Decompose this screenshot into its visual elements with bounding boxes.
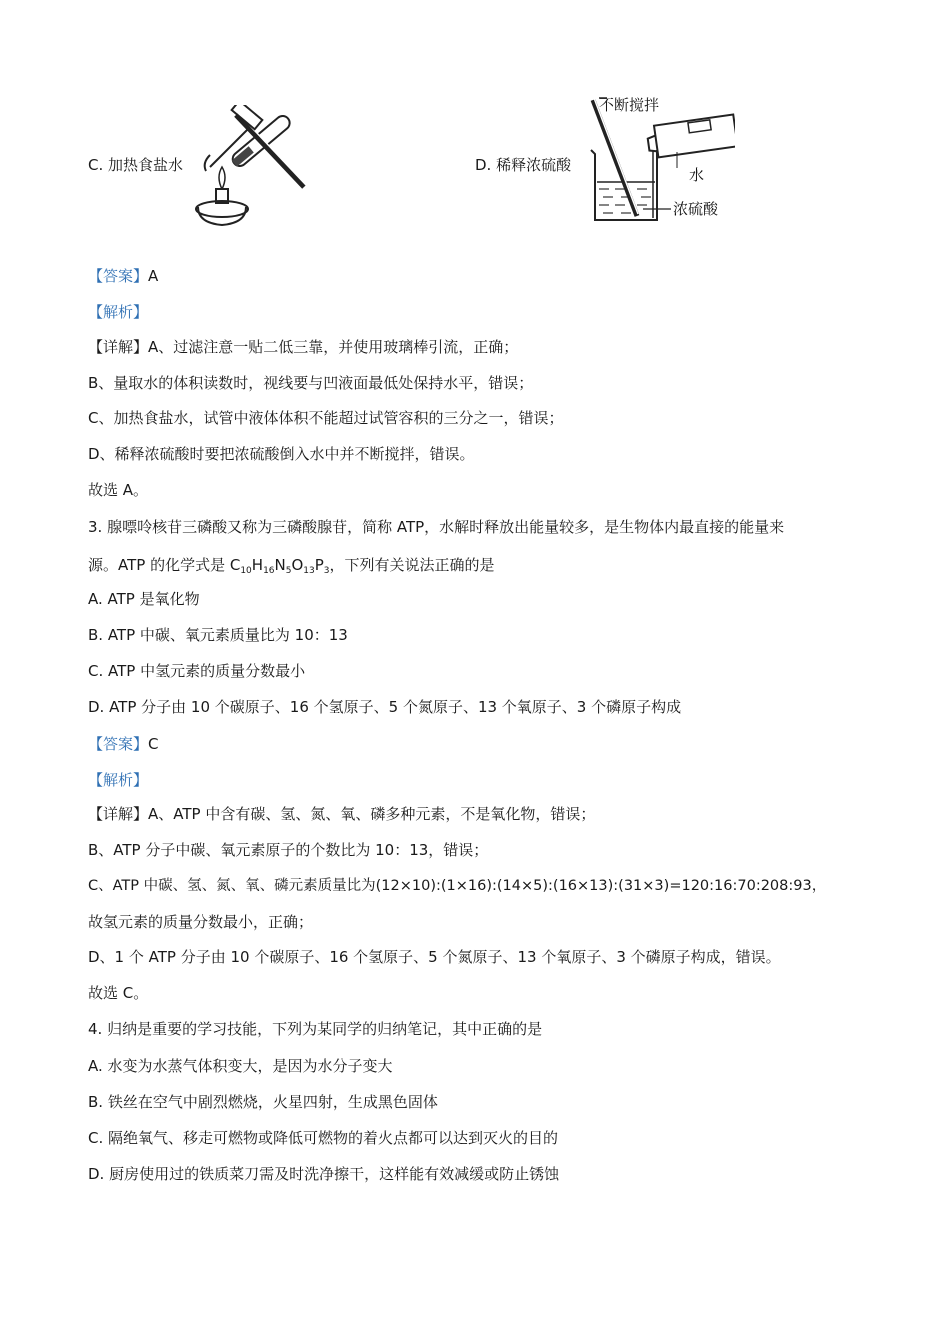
q3-stem-1: 3. 腺嘌呤核苷三磷酸又称为三磷酸腺苷，简称 ATP，水解时释放出能量较多，是生物体内最直接的能量来 [88,518,785,536]
detail-tag: 【详解】 [88,805,149,823]
q3-analysis-tag: 【解析】 [88,771,149,789]
formula-sub-c: 10 [240,566,252,576]
stir-label: 不断搅拌 [599,96,660,114]
q3-stem-tail: ，下列有关说法正确的是 [329,556,495,574]
q2-conclusion: 故选 A。 [88,481,149,499]
heating-salt-water-figure [188,105,310,230]
answer-tag: 【答案】 [88,267,149,285]
q3-stem-2 [88,555,495,581]
acid-label: 浓硫酸 [673,200,719,218]
q2-detail-3: C、加热食盐水，试管中液体体积不能超过试管容积的三分之一，错误； [88,409,564,427]
q3-detail-5: D、1 个 ATP 分子由 10 个碳原子、16 个氢原子、5 个氮原子、13 个氧原子、3 个磷原子构成，错误。 [88,948,781,966]
q3-detail-3: C、ATP 中碳、氢、氮、氧、磷元素质量比为(12×10):(1×16):(14×5):(16×13):(31×3)=120:16:70:208:93， [88,878,827,894]
q2-answer-line [88,266,158,286]
option-c-label: C. 加热食盐水 [88,156,184,174]
q3-answer: C [148,735,159,753]
q2-detail-text-1: A、过滤注意一贴二低三靠，并使用玻璃棒引流，正确； [148,338,519,356]
q2-answer: A [148,267,159,285]
q4-stem: 4. 归纳是重要的学习技能，下列为某同学的归纳笔记，其中正确的是 [88,1020,543,1038]
formula-sub-n: 5 [285,566,292,576]
formula-el-n: N [274,556,286,574]
q3-option-d: D. ATP 分子由 10 个碳原子、16 个氢原子、5 个氮原子、13 个氧原子、3 个磷原子构成 [88,698,682,716]
formula-sub-p: 3 [323,566,330,576]
q3-detail-text-1: A、ATP 中含有碳、氢、氮、氧、磷多种元素，不是氧化物，错误； [148,805,596,823]
q2-detail-1 [88,337,518,357]
q4-option-c: C. 隔绝氧气、移走可燃物或降低可燃物的着火点都可以达到灭火的目的 [88,1129,559,1147]
q3-option-b: B. ATP 中碳、氧元素质量比为 10：13 [88,626,348,644]
q4-option-a: A. 水变为水蒸气体积变大，是因为水分子变大 [88,1057,393,1075]
formula-el-o: O [291,556,304,574]
detail-tag: 【详解】 [88,338,149,356]
q4-option-b: B. 铁丝在空气中剧烈燃烧，火星四射，生成黑色固体 [88,1093,438,1111]
water-label: 水 [689,166,705,184]
formula-el-p: P [314,556,324,574]
q3-option-a: A. ATP 是氧化物 [88,590,200,608]
dilute-sulfuric-acid-figure [585,92,735,227]
q4-option-d: D. 厨房使用过的铁质菜刀需及时洗净擦干，这样能有效减缓或防止锈蚀 [88,1165,560,1183]
answer-tag: 【答案】 [88,735,149,753]
q2-detail-4: D、稀释浓硫酸时要把浓硫酸倒入水中并不断搅拌，错误。 [88,445,475,463]
formula-sub-o: 13 [303,566,315,576]
formula-sub-h: 16 [263,566,275,576]
formula-el-h: H [251,556,264,574]
q3-detail-2: B、ATP 分子中碳、氧元素原子的个数比为 10：13，错误； [88,841,489,859]
q3-stem-text: 源。ATP 的化学式是 C [88,556,241,574]
q3-answer-line [88,734,159,754]
q3-detail-1 [88,804,595,824]
q3-conclusion: 故选 C。 [88,984,149,1002]
q2-analysis-tag: 【解析】 [88,303,149,321]
q3-option-c: C. ATP 中氢元素的质量分数最小 [88,662,306,680]
option-d-label: D. 稀释浓硫酸 [475,156,572,174]
q2-detail-2: B、量取水的体积读数时，视线要与凹液面最低处保持水平，错误； [88,374,534,392]
q3-detail-4: 故氢元素的质量分数最小，正确； [88,913,314,931]
